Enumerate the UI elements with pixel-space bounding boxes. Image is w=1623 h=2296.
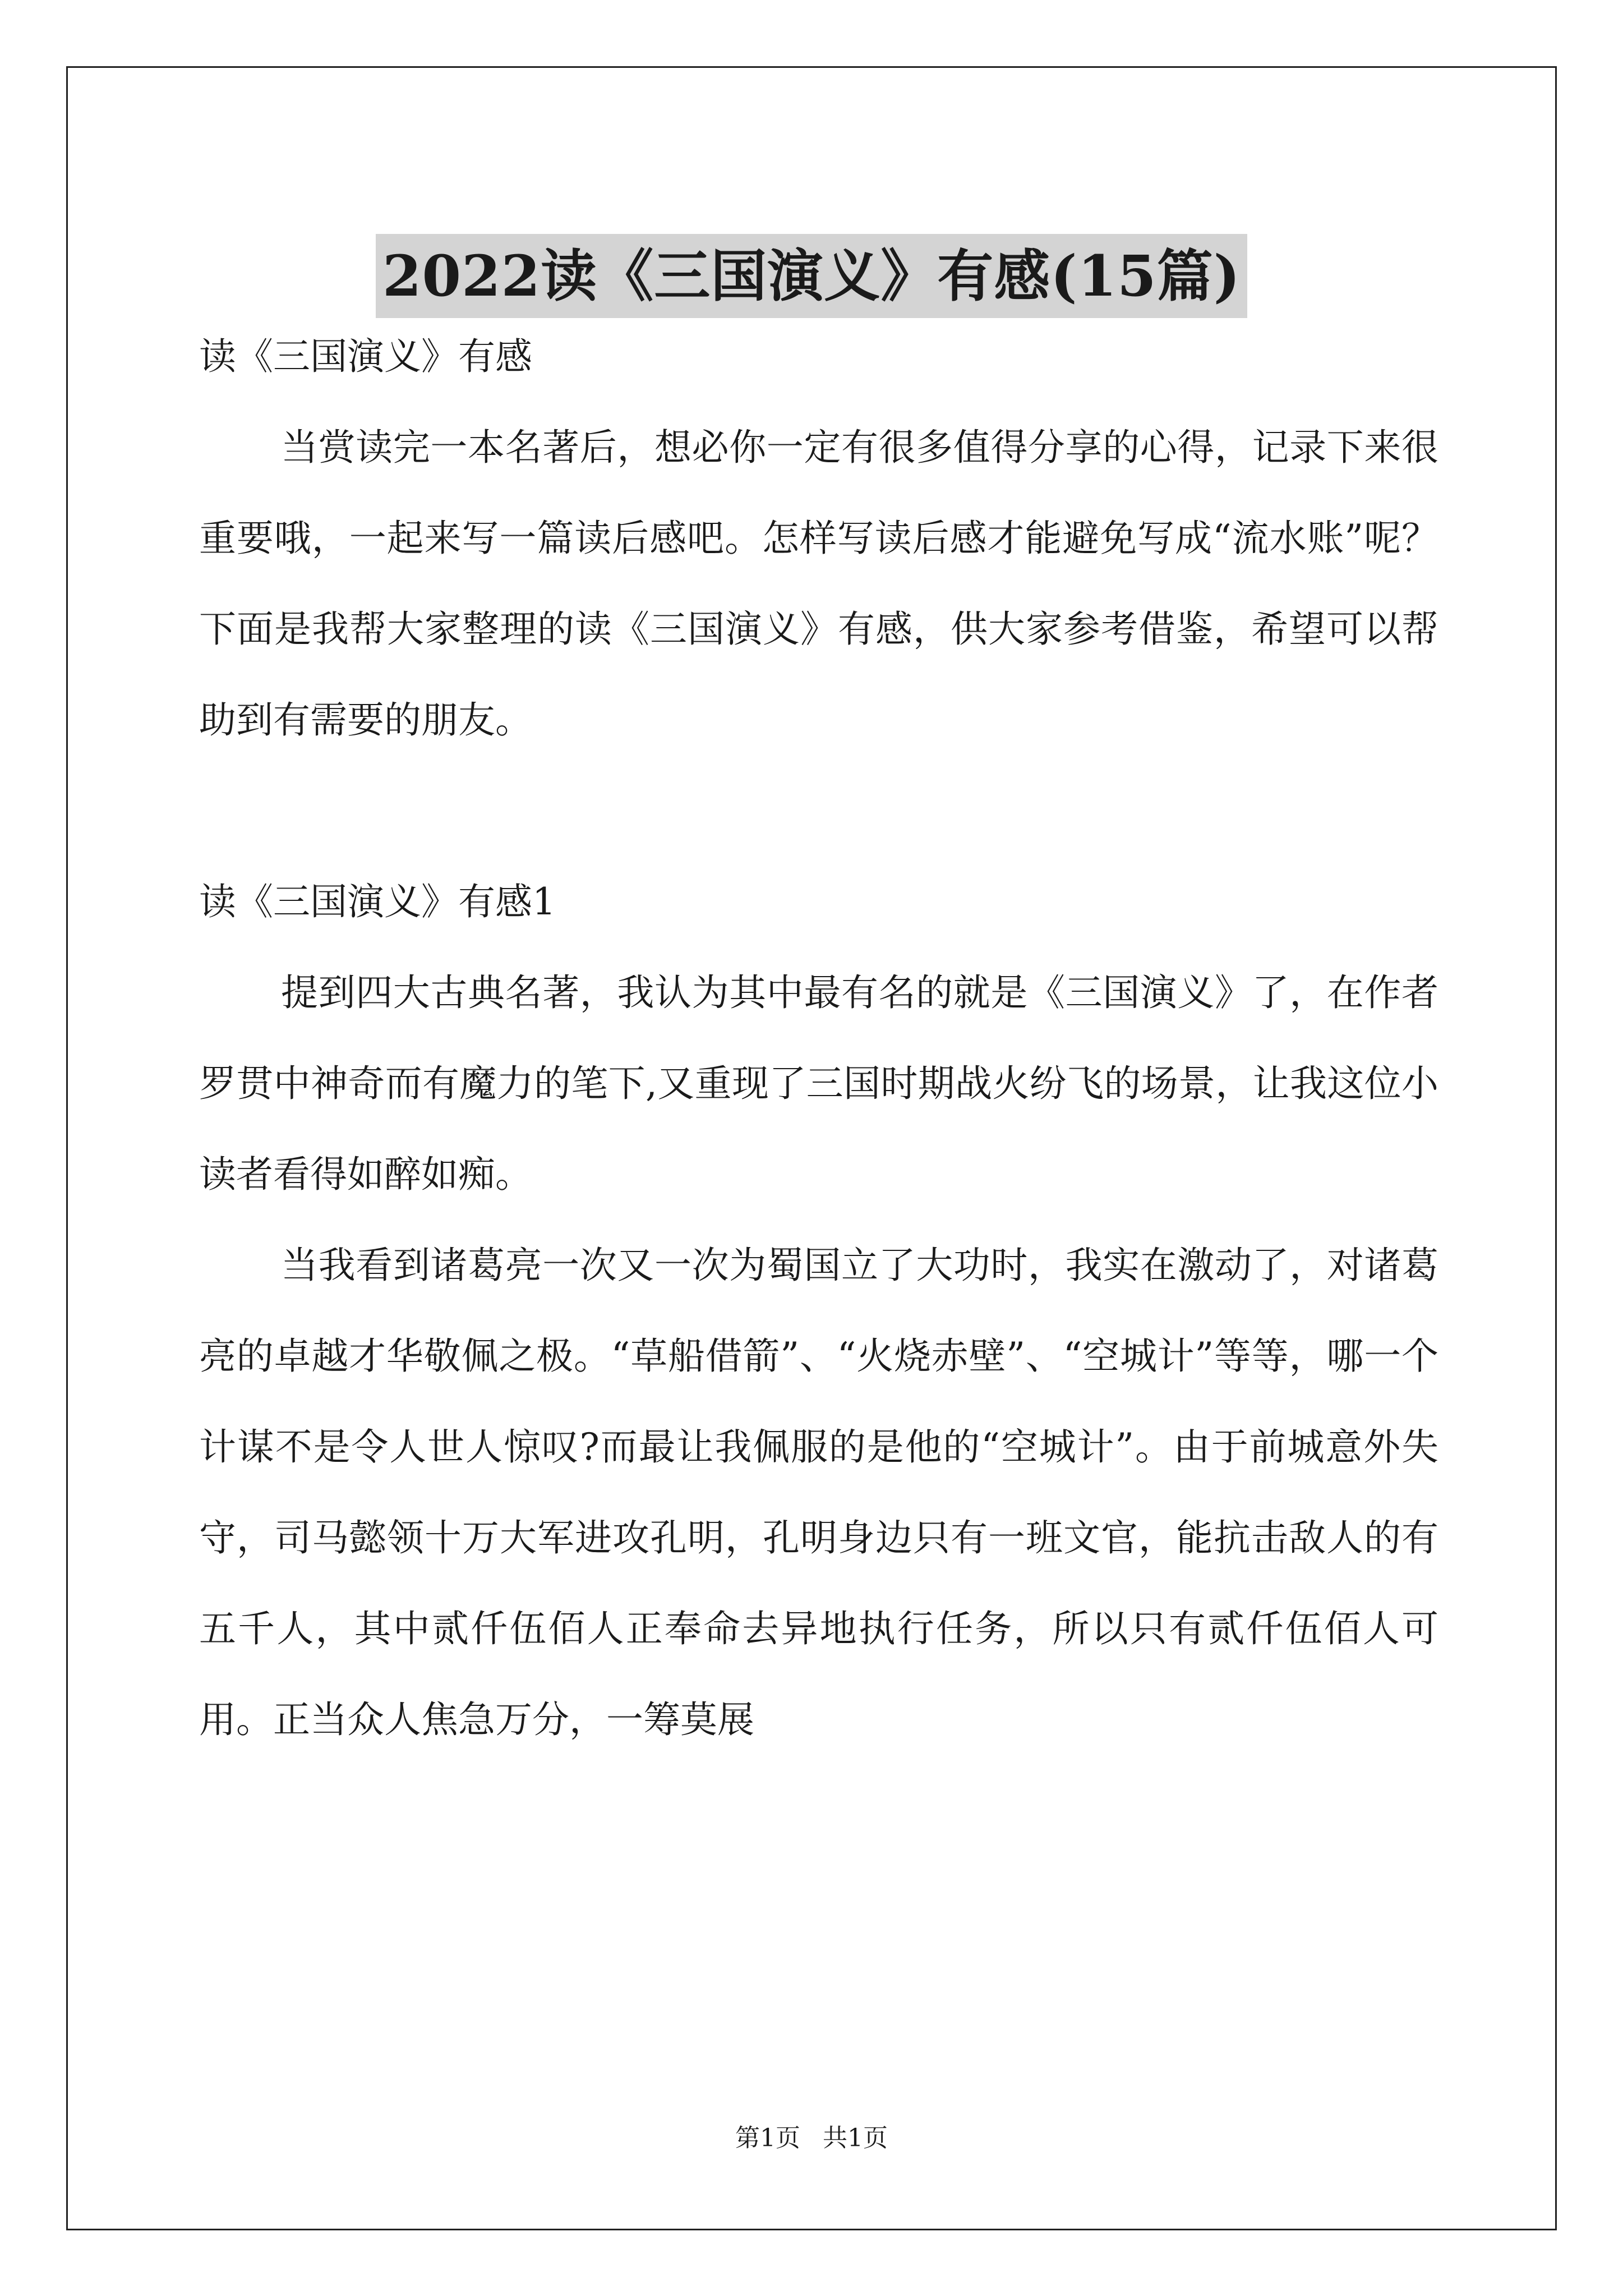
- section1-heading: 读《三国演义》有感1: [199, 880, 556, 923]
- section-spacer: [199, 766, 1438, 857]
- page-footer: [0, 2122, 1623, 2155]
- intro-paragraph: 当赏读完一本名著后，想必你一定有很多值得分享的心得，记录下来很重要哦，一起来写一篇读后感吧。怎样写读后感才能避免写成“流水账”呢？下面是我帮大家整理的读《三国演义》有感，供大家参考借鉴，希望可以帮助到有需要的朋友。: [199, 426, 1438, 742]
- section1-paragraph: 提到四大古典名著，我认为其中最有名的就是《三国演义》了，在作者罗贯中神奇而有魔力的笔下,又重现了三国时期战火纷飞的场景，让我这位小读者看得如醉如痴。: [199, 971, 1438, 1196]
- page-number: 第1页: [735, 2124, 800, 2152]
- intro-heading: 读《三国演义》有感: [199, 335, 532, 378]
- document-title: 2022读《三国演义》有感(15篇): [376, 234, 1247, 318]
- page-count: 共1页: [823, 2124, 888, 2152]
- document-body: [199, 311, 1438, 1765]
- section1-paragraph: 当我看到诸葛亮一次又一次为蜀国立了大功时，我实在激动了，对诸葛亮的卓越才华敬佩之极。“草船借箭”、“火烧赤壁”、“空城计”等等，哪一个计谋不是令人世人惊叹?而最让我佩服的是他的“空城计”。由于前城意外失守，司马懿领十万大军进攻孔明，孔明身边只有一班文官，能抗击敌人的有五千人，其中贰仟伍佰人正奉命去异地执行任务，所以只有贰仟伍佰人可用。正当众人焦急万分，一筹莫展: [199, 1244, 1438, 1741]
